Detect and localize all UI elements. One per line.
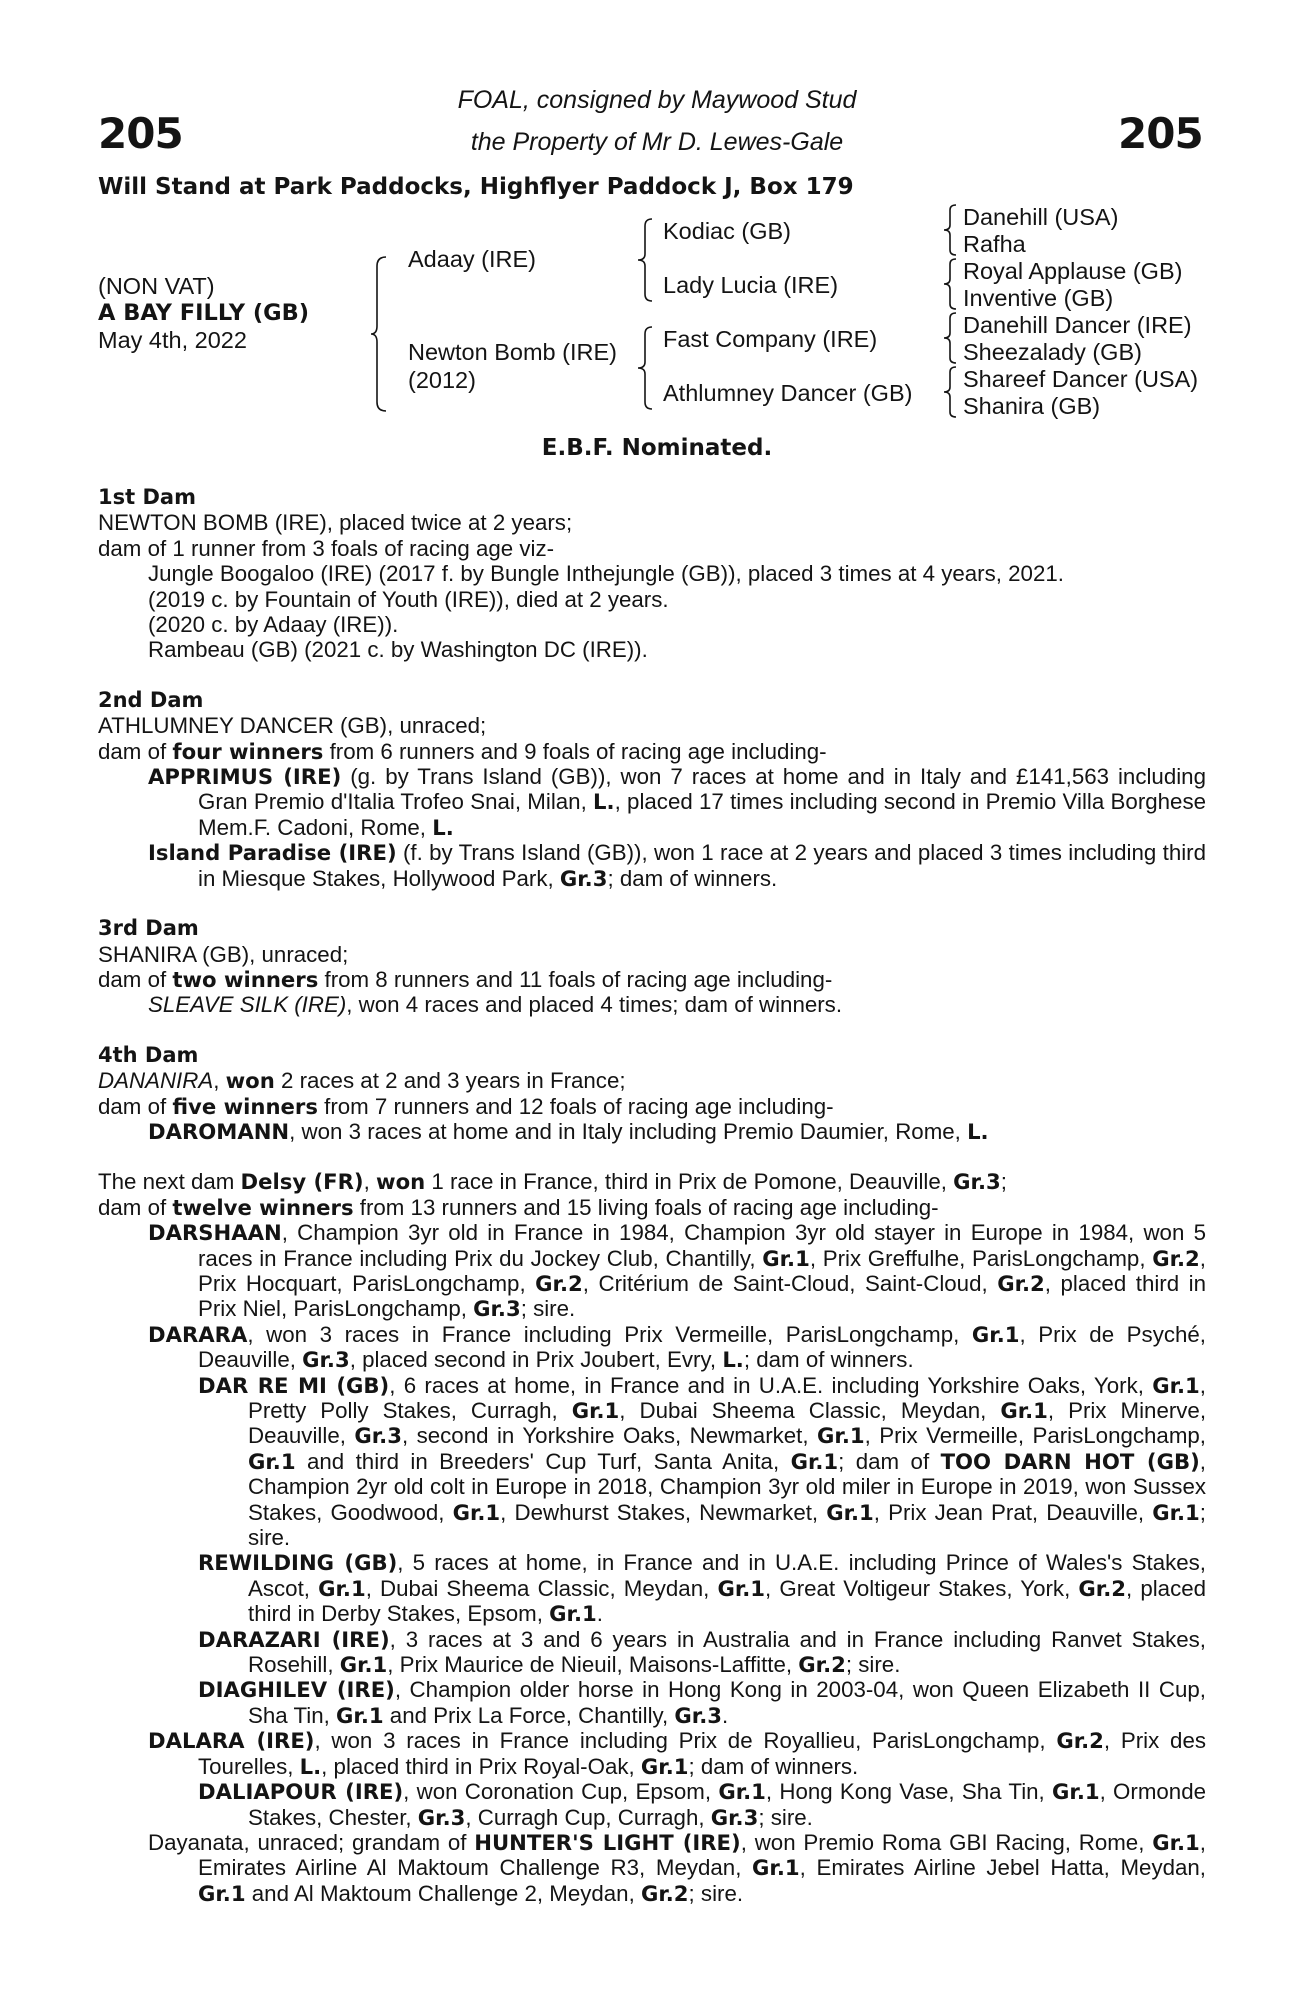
progeny-entry: APPRIMUS (IRE) (g. by Trans Island (GB)), won 7 races at home and in Italy and £141,563 including Gran Premio d'Italia Trofeo Snai, Milan, L., placed 17 times including second in Premio Villa Borghese Mem.F. Cadoni, Rome, L. xyxy=(148,764,1206,840)
progeny-entry: DAR RE MI (GB), 6 races at home, in France and in U.A.E. including Yorkshire Oaks, York, Gr.1, Pretty Polly Stakes, Curragh, Gr.1, Dubai Sheema Classic, Meydan, Gr.1, Prix Minerve, Deauville, Gr.3, second in Yorkshire Oaks, Newmarket, Gr.1, Prix Vermeille, ParisLongchamp, Gr.1 and third in Breeders' Cup Turf, Santa Anita, Gr.1; dam of TOO DARN HOT (GB), Champion 2yr old colt in Europe in 2018, Champion 3yr old miler in Europe in 2019, won Sussex Stakes, Goodwood, Gr.1, Dewhurst Stakes, Newmarket, Gr.1, Prix Jean Prat, Deauville, Gr.1; sire. xyxy=(198,1372,1207,1551)
produce-entry: (2019 c. by Fountain of Youth (IRE)), died at 2 years. xyxy=(148,586,669,612)
next-dam-intro: The next dam Delsy (FR), won 1 race in France, third in Prix de Pomone, Deauville, Gr.3; xyxy=(98,1169,1007,1195)
progeny-entry: DALIAPOUR (IRE), won Coronation Cup, Epsom, Gr.1, Hong Kong Vase, Sha Tin, Gr.1, Ormonde Stakes, Chester, Gr.3, Curragh Cup, Curragh, Gr.3; sire. xyxy=(198,1779,1206,1830)
first-dam-line: dam of 1 runner from 3 foals of racing age viz- xyxy=(98,535,555,561)
g4-name: Rafha xyxy=(963,231,1026,257)
progeny-entry: DAROMANN, won 3 races at home and in Italy including Premio Daumier, Rome, L. xyxy=(148,1118,989,1144)
pedigree-brace-sire xyxy=(637,218,655,302)
third-dam-heading: 3rd Dam xyxy=(98,916,199,941)
dam-name: Newton Bomb (IRE) xyxy=(408,339,617,365)
g4-name: Shareef Dancer (USA) xyxy=(963,366,1199,392)
g4-name: Sheezalady (GB) xyxy=(963,339,1142,365)
sire-dam: Lady Lucia (IRE) xyxy=(663,272,839,298)
fourth-dam-heading: 4th Dam xyxy=(98,1042,199,1067)
progeny-entry: DARARA, won 3 races in France including Prix Vermeille, ParisLongchamp, Gr.1, Prix de Psyché, Deauville, Gr.3, placed second in Prix Joubert, Evry, L.; dam of winners. xyxy=(148,1321,1206,1373)
progeny-entry: DALARA (IRE), won 3 races in France including Prix de Royallieu, ParisLongchamp, Gr.2, Prix des Tourelles, L., placed third in Prix Royal-Oak, Gr.1; dam of winners. xyxy=(148,1728,1207,1779)
progeny-entry: Dayanata, unraced; grandam of HUNTER'S LIGHT (IRE), won Premio Roma GBI Racing, Rome, Gr.1, Emirates Airline Al Maktoum Challenge R3, Meydan, Gr.1, Emirates Airline Jebel Hatta, Meydan, Gr.1 and Al Maktoum Challenge 2, Meydan, Gr.2; sire. xyxy=(148,1829,1206,1906)
g4-name: Inventive (GB) xyxy=(963,285,1114,311)
pedigree-brace-g4-2 xyxy=(943,258,959,310)
pedigree-brace-g4-3 xyxy=(943,312,959,364)
consignor-line-1: FOAL, consigned by Maywood Stud xyxy=(457,86,857,114)
produce-entry: Rambeau (GB) (2021 c. by Washington DC (IRE)). xyxy=(148,637,648,663)
produce-entry: (2020 c. by Adaay (IRE)). xyxy=(148,612,399,638)
second-dam-heading: 2nd Dam xyxy=(98,687,204,712)
sire-sire: Kodiac (GB) xyxy=(663,218,791,244)
g4-name: Danehill Dancer (IRE) xyxy=(963,312,1192,338)
second-dam-dam-of: dam of four winners from 6 runners and 9 foals of racing age including- xyxy=(98,738,827,764)
consignor-line-2: the Property of Mr D. Lewes-Gale xyxy=(470,128,844,156)
vat-status: (NON VAT) xyxy=(98,273,215,299)
stand-location: Will Stand at Park Paddocks, Highflyer Paddock J, Box 179 xyxy=(98,174,854,200)
dam-dam: Athlumney Dancer (GB) xyxy=(663,380,913,406)
pedigree-brace-g4-4 xyxy=(943,366,959,418)
pedigree-brace-1 xyxy=(370,256,390,412)
first-dam-line: NEWTON BOMB (IRE), placed twice at 2 years; xyxy=(98,510,573,536)
first-dam-heading: 1st Dam xyxy=(98,485,196,509)
g4-name: Danehill (USA) xyxy=(963,204,1119,230)
progeny-entry: REWILDING (GB), 5 races at home, in France and in U.A.E. including Prince of Wales's Stakes, Ascot, Gr.1, Dubai Sheema Classic, Meydan, Gr.1, Great Voltigeur Stakes, York, Gr.2, placed third in Derby Stakes, Epsom, Gr.1. xyxy=(198,1550,1207,1627)
produce-entry: Jungle Boogaloo (IRE) (2017 f. by Bungle Inthejungle (GB)), placed 3 times at 4 years, 2021. xyxy=(148,561,1064,587)
g4-name: Shanira (GB) xyxy=(963,393,1101,419)
sire-name: Adaay (IRE) xyxy=(408,246,536,272)
lot-number-right: 205 xyxy=(1118,109,1203,158)
progeny-entry: DIAGHILEV (IRE), Champion older horse in Hong Kong in 2003-04, won Queen Elizabeth II Cup, Sha Tin, Gr.1 and Prix La Force, Chantilly, Gr.3. xyxy=(198,1677,1206,1728)
pedigree-brace-g4-1 xyxy=(943,204,959,256)
progeny-entry: Island Paradise (IRE) (f. by Trans Island (GB)), won 1 race at 2 years and placed 3 times including third in Miesque Stakes, Hollywood Park, Gr.3; dam of winners. xyxy=(148,840,1206,891)
g4-name: Royal Applause (GB) xyxy=(963,258,1183,284)
dam-sire: Fast Company (IRE) xyxy=(663,326,878,352)
lot-number-left: 205 xyxy=(98,109,183,158)
pedigree-brace-dam xyxy=(637,326,655,410)
next-dam-dam-of: dam of twelve winners from 13 runners and 15 living foals of racing age including- xyxy=(98,1194,939,1220)
fourth-dam-intro: DANANIRA, won 2 races at 2 and 3 years in France; xyxy=(98,1068,626,1094)
fourth-dam-dam-of: dam of five winners from 7 runners and 12 foals of racing age including- xyxy=(98,1093,834,1119)
second-dam-intro: ATHLUMNEY DANCER (GB), unraced; xyxy=(98,713,487,739)
dam-year: (2012) xyxy=(408,367,476,393)
ebf-nomination: E.B.F. Nominated. xyxy=(541,435,773,461)
progeny-entry: DARSHAAN, Champion 3yr old in France in 1984, Champion 3yr old stayer in Europe in 1984, won 5 races in France including Prix du Jockey Club, Chantilly, Gr.1, Prix Greffulhe, ParisLongchamp, Gr.2, Prix Hocquart, ParisLongchamp, Gr.2, Critérium de Saint-Cloud, Saint-Cloud, Gr.2, placed third in Prix Niel, ParisLongchamp, Gr.3; sire. xyxy=(148,1220,1207,1322)
horse-name: A BAY FILLY (GB) xyxy=(98,300,310,326)
progeny-entry: DARAZARI (IRE), 3 races at 3 and 6 years in Australia and in France including Ranvet Stakes, Rosehill, Gr.1, Prix Maurice de Nieuil, Maisons-Laffitte, Gr.2; sire. xyxy=(198,1626,1206,1678)
third-dam-dam-of: dam of two winners from 8 runners and 11 foals of racing age including- xyxy=(98,966,833,992)
catalogue-body xyxy=(98,485,1206,1906)
foaled-date: May 4th, 2022 xyxy=(98,327,247,353)
third-dam-intro: SHANIRA (GB), unraced; xyxy=(98,941,349,967)
progeny-entry: SLEAVE SILK (IRE), won 4 races and placed 4 times; dam of winners. xyxy=(148,992,843,1018)
